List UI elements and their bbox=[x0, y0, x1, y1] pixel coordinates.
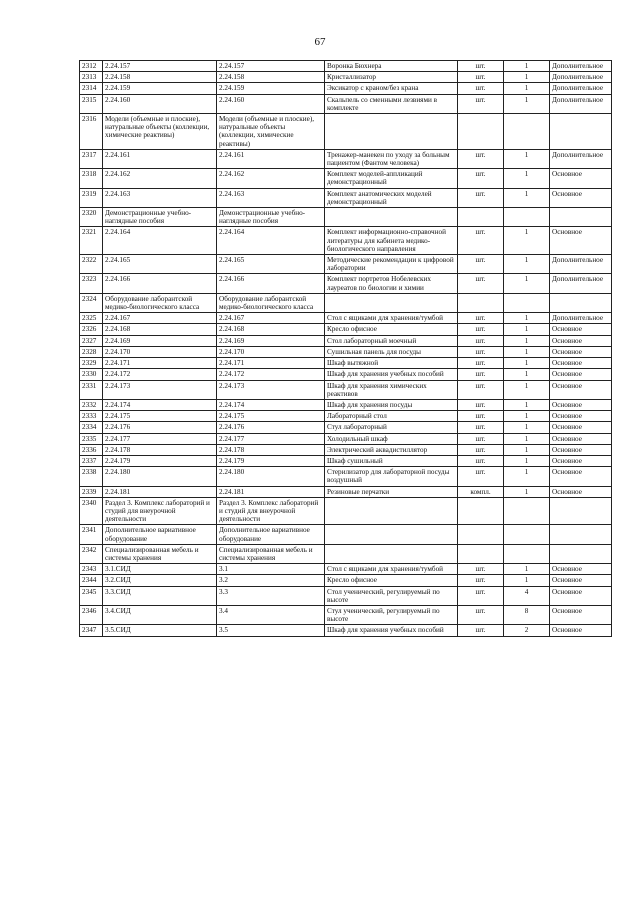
code-alt-cell: Демонстрационные учебно-наглядные пособия bbox=[217, 208, 325, 227]
code-cell: 2.24.170 bbox=[103, 346, 217, 357]
equipment-type-cell: Дополнительное bbox=[550, 83, 612, 94]
code-cell: Оборудование лаборантской медико-биологического класса bbox=[103, 293, 217, 312]
code-alt-cell: 2.24.175 bbox=[217, 411, 325, 422]
code-alt-cell: 2.24.171 bbox=[217, 358, 325, 369]
row-number-cell: 2345 bbox=[80, 586, 103, 605]
row-number-cell: 2327 bbox=[80, 335, 103, 346]
row-number-cell: 2314 bbox=[80, 83, 103, 94]
table-row bbox=[80, 564, 612, 575]
code-alt-cell: 2.24.163 bbox=[217, 188, 325, 207]
code-alt-cell: 2.24.178 bbox=[217, 444, 325, 455]
code-alt-cell: 2.24.158 bbox=[217, 72, 325, 83]
equipment-type-cell: Дополнительное bbox=[550, 94, 612, 113]
code-alt-cell: 3.4 bbox=[217, 605, 325, 624]
quantity-cell: 1 bbox=[504, 467, 550, 486]
equipment-type-cell: Дополнительное bbox=[550, 255, 612, 274]
quantity-cell: 1 bbox=[504, 455, 550, 466]
item-name-cell: Шкаф для хранения учебных пособий bbox=[325, 625, 458, 636]
table-row bbox=[80, 380, 612, 399]
table-row bbox=[80, 486, 612, 497]
item-name-cell: Шкаф для хранения учебных пособий bbox=[325, 369, 458, 380]
quantity-cell: 1 bbox=[504, 61, 550, 72]
table-row bbox=[80, 83, 612, 94]
table-row bbox=[80, 525, 612, 544]
row-number-cell: 2323 bbox=[80, 274, 103, 293]
unit-cell: шт. bbox=[458, 274, 504, 293]
code-cell: 2.24.168 bbox=[103, 324, 217, 335]
unit-cell: шт. bbox=[458, 335, 504, 346]
table-row bbox=[80, 169, 612, 188]
equipment-type-cell bbox=[550, 293, 612, 312]
unit-cell: шт. bbox=[458, 83, 504, 94]
table-row bbox=[80, 255, 612, 274]
code-cell: 3.4.СИД bbox=[103, 605, 217, 624]
code-cell: Модели (объемные и плоские), натуральные объекты (коллекции, химические реактивы) bbox=[103, 114, 217, 150]
item-name-cell: Скальпель со сменными лезвиями в комплекте bbox=[325, 94, 458, 113]
equipment-type-cell: Основное bbox=[550, 346, 612, 357]
table-row bbox=[80, 433, 612, 444]
item-name-cell bbox=[325, 544, 458, 563]
item-name-cell bbox=[325, 497, 458, 525]
quantity-cell bbox=[504, 114, 550, 150]
equipment-type-cell: Основное bbox=[550, 586, 612, 605]
unit-cell: шт. bbox=[458, 399, 504, 410]
table-row bbox=[80, 455, 612, 466]
unit-cell: шт. bbox=[458, 575, 504, 586]
quantity-cell: 1 bbox=[504, 274, 550, 293]
code-cell: 2.24.174 bbox=[103, 399, 217, 410]
code-alt-cell: 2.24.169 bbox=[217, 335, 325, 346]
row-number-cell: 2330 bbox=[80, 369, 103, 380]
row-number-cell: 2315 bbox=[80, 94, 103, 113]
code-cell: Раздел 3. Комплекс лабораторий и студий для внеурочной деятельности bbox=[103, 497, 217, 525]
table-row bbox=[80, 586, 612, 605]
quantity-cell: 8 bbox=[504, 605, 550, 624]
code-alt-cell: Модели (объемные и плоские), натуральные объекты (коллекции, химические реактивы) bbox=[217, 114, 325, 150]
unit-cell: шт. bbox=[458, 467, 504, 486]
code-alt-cell: 2.24.174 bbox=[217, 399, 325, 410]
unit-cell: шт. bbox=[458, 433, 504, 444]
table-row bbox=[80, 444, 612, 455]
quantity-cell: 1 bbox=[504, 188, 550, 207]
item-name-cell: Эксикатор с краном/без крана bbox=[325, 83, 458, 94]
quantity-cell bbox=[504, 544, 550, 563]
table-row bbox=[80, 497, 612, 525]
row-number-cell: 2328 bbox=[80, 346, 103, 357]
row-number-cell: 2341 bbox=[80, 525, 103, 544]
equipment-type-cell: Основное bbox=[550, 369, 612, 380]
table-row bbox=[80, 114, 612, 150]
quantity-cell: 1 bbox=[504, 411, 550, 422]
quantity-cell: 1 bbox=[504, 313, 550, 324]
quantity-cell bbox=[504, 208, 550, 227]
row-number-cell: 2338 bbox=[80, 467, 103, 486]
unit-cell: шт. bbox=[458, 188, 504, 207]
code-cell: 2.24.160 bbox=[103, 94, 217, 113]
code-cell: 2.24.180 bbox=[103, 467, 217, 486]
code-cell: 2.24.181 bbox=[103, 486, 217, 497]
row-number-cell: 2343 bbox=[80, 564, 103, 575]
unit-cell: шт. bbox=[458, 358, 504, 369]
item-name-cell: Шкаф сушильный bbox=[325, 455, 458, 466]
item-name-cell bbox=[325, 208, 458, 227]
unit-cell: шт. bbox=[458, 586, 504, 605]
unit-cell: шт. bbox=[458, 255, 504, 274]
code-cell: 2.24.175 bbox=[103, 411, 217, 422]
code-cell: 3.1.СИД bbox=[103, 564, 217, 575]
item-name-cell: Электрический аквадистиллятор bbox=[325, 444, 458, 455]
row-number-cell: 2346 bbox=[80, 605, 103, 624]
table-row bbox=[80, 227, 612, 255]
code-alt-cell: Раздел 3. Комплекс лабораторий и студий для внеурочной деятельности bbox=[217, 497, 325, 525]
code-cell: Дополнительное вариативное оборудование bbox=[103, 525, 217, 544]
unit-cell: шт. bbox=[458, 444, 504, 455]
item-name-cell: Шкаф для хранения посуды bbox=[325, 399, 458, 410]
code-cell: Специализированная мебель и системы хранения bbox=[103, 544, 217, 563]
row-number-cell: 2325 bbox=[80, 313, 103, 324]
quantity-cell: 1 bbox=[504, 335, 550, 346]
unit-cell: шт. bbox=[458, 324, 504, 335]
row-number-cell: 2319 bbox=[80, 188, 103, 207]
code-alt-cell: 2.24.168 bbox=[217, 324, 325, 335]
unit-cell: шт. bbox=[458, 227, 504, 255]
code-alt-cell: 2.24.170 bbox=[217, 346, 325, 357]
quantity-cell: 1 bbox=[504, 433, 550, 444]
item-name-cell: Стол с ящиками для хранения/тумбой bbox=[325, 564, 458, 575]
unit-cell bbox=[458, 293, 504, 312]
unit-cell: шт. bbox=[458, 346, 504, 357]
code-alt-cell: 2.24.157 bbox=[217, 61, 325, 72]
equipment-type-cell: Основное bbox=[550, 324, 612, 335]
item-name-cell: Шкаф вытяжной bbox=[325, 358, 458, 369]
table-row bbox=[80, 293, 612, 312]
unit-cell: шт. bbox=[458, 61, 504, 72]
unit-cell bbox=[458, 208, 504, 227]
code-alt-cell: 2.24.167 bbox=[217, 313, 325, 324]
unit-cell: компл. bbox=[458, 486, 504, 497]
code-cell: 2.24.158 bbox=[103, 72, 217, 83]
quantity-cell: 1 bbox=[504, 422, 550, 433]
quantity-cell: 1 bbox=[504, 94, 550, 113]
item-name-cell: Стул лабораторный bbox=[325, 422, 458, 433]
code-alt-cell: 2.24.179 bbox=[217, 455, 325, 466]
row-number-cell: 2347 bbox=[80, 625, 103, 636]
equipment-type-cell: Основное bbox=[550, 605, 612, 624]
table-row bbox=[80, 399, 612, 410]
equipment-type-cell bbox=[550, 497, 612, 525]
code-cell: 2.24.176 bbox=[103, 422, 217, 433]
quantity-cell bbox=[504, 293, 550, 312]
code-alt-cell: 2.24.160 bbox=[217, 94, 325, 113]
row-number-cell: 2337 bbox=[80, 455, 103, 466]
code-cell: 2.24.159 bbox=[103, 83, 217, 94]
item-name-cell bbox=[325, 114, 458, 150]
table-row bbox=[80, 149, 612, 168]
table-row bbox=[80, 369, 612, 380]
code-cell: 2.24.169 bbox=[103, 335, 217, 346]
code-alt-cell: 2.24.162 bbox=[217, 169, 325, 188]
quantity-cell: 1 bbox=[504, 380, 550, 399]
item-name-cell: Лабораторный стол bbox=[325, 411, 458, 422]
item-name-cell: Резиновые перчатки bbox=[325, 486, 458, 497]
unit-cell: шт. bbox=[458, 380, 504, 399]
quantity-cell: 1 bbox=[504, 444, 550, 455]
code-cell: 2.24.164 bbox=[103, 227, 217, 255]
equipment-type-cell: Основное bbox=[550, 411, 612, 422]
code-alt-cell: 2.24.176 bbox=[217, 422, 325, 433]
row-number-cell: 2339 bbox=[80, 486, 103, 497]
table-row bbox=[80, 544, 612, 563]
table-row bbox=[80, 346, 612, 357]
equipment-type-cell: Основное bbox=[550, 433, 612, 444]
table-row bbox=[80, 625, 612, 636]
code-alt-cell: 2.24.159 bbox=[217, 83, 325, 94]
quantity-cell: 1 bbox=[504, 358, 550, 369]
item-name-cell: Воронка Бюхнера bbox=[325, 61, 458, 72]
equipment-type-cell: Основное bbox=[550, 188, 612, 207]
unit-cell bbox=[458, 544, 504, 563]
equipment-type-cell: Дополнительное bbox=[550, 61, 612, 72]
item-name-cell: Комплект моделей-аппликаций демонстрационный bbox=[325, 169, 458, 188]
row-number-cell: 2316 bbox=[80, 114, 103, 150]
quantity-cell bbox=[504, 497, 550, 525]
table-row bbox=[80, 188, 612, 207]
code-cell: 2.24.163 bbox=[103, 188, 217, 207]
row-number-cell: 2340 bbox=[80, 497, 103, 525]
table-row bbox=[80, 411, 612, 422]
table-row bbox=[80, 313, 612, 324]
equipment-type-cell: Основное bbox=[550, 399, 612, 410]
quantity-cell: 1 bbox=[504, 399, 550, 410]
equipment-type-cell: Дополнительное bbox=[550, 72, 612, 83]
code-cell: 2.24.157 bbox=[103, 61, 217, 72]
table-row bbox=[80, 94, 612, 113]
page-number: 67 bbox=[314, 36, 326, 48]
table-body bbox=[80, 61, 612, 637]
row-number-cell: 2321 bbox=[80, 227, 103, 255]
item-name-cell: Стол лабораторный моечный bbox=[325, 335, 458, 346]
quantity-cell: 1 bbox=[504, 564, 550, 575]
code-alt-cell: 3.3 bbox=[217, 586, 325, 605]
unit-cell: шт. bbox=[458, 72, 504, 83]
quantity-cell: 1 bbox=[504, 83, 550, 94]
equipment-type-cell bbox=[550, 208, 612, 227]
code-alt-cell: 2.24.172 bbox=[217, 369, 325, 380]
unit-cell: шт. bbox=[458, 149, 504, 168]
row-number-cell: 2320 bbox=[80, 208, 103, 227]
equipment-type-cell: Дополнительное bbox=[550, 313, 612, 324]
quantity-cell: 1 bbox=[504, 72, 550, 83]
table-row bbox=[80, 575, 612, 586]
quantity-cell: 1 bbox=[504, 324, 550, 335]
equipment-type-cell bbox=[550, 544, 612, 563]
equipment-type-cell bbox=[550, 114, 612, 150]
equipment-type-cell: Основное bbox=[550, 486, 612, 497]
quantity-cell: 1 bbox=[504, 486, 550, 497]
code-alt-cell: 2.24.181 bbox=[217, 486, 325, 497]
row-number-cell: 2331 bbox=[80, 380, 103, 399]
item-name-cell: Холодильный шкаф bbox=[325, 433, 458, 444]
item-name-cell: Стол ученический, регулируемый по высоте bbox=[325, 586, 458, 605]
code-alt-cell: 3.2 bbox=[217, 575, 325, 586]
equipment-table bbox=[79, 60, 612, 637]
item-name-cell: Комплект анатомических моделей демонстрационный bbox=[325, 188, 458, 207]
row-number-cell: 2324 bbox=[80, 293, 103, 312]
quantity-cell: 1 bbox=[504, 346, 550, 357]
unit-cell: шт. bbox=[458, 169, 504, 188]
row-number-cell: 2313 bbox=[80, 72, 103, 83]
code-cell: 2.24.172 bbox=[103, 369, 217, 380]
row-number-cell: 2312 bbox=[80, 61, 103, 72]
item-name-cell: Кристаллизатор bbox=[325, 72, 458, 83]
code-alt-cell: 2.24.173 bbox=[217, 380, 325, 399]
unit-cell bbox=[458, 525, 504, 544]
table-row bbox=[80, 72, 612, 83]
equipment-type-cell: Дополнительное bbox=[550, 274, 612, 293]
code-cell: 2.24.177 bbox=[103, 433, 217, 444]
equipment-type-cell: Основное bbox=[550, 467, 612, 486]
row-number-cell: 2335 bbox=[80, 433, 103, 444]
code-alt-cell: 2.24.166 bbox=[217, 274, 325, 293]
code-cell: 2.24.166 bbox=[103, 274, 217, 293]
code-alt-cell: Оборудование лаборантской медико-биологического класса bbox=[217, 293, 325, 312]
unit-cell: шт. bbox=[458, 625, 504, 636]
code-alt-cell: 3.5 bbox=[217, 625, 325, 636]
code-alt-cell: 2.24.177 bbox=[217, 433, 325, 444]
quantity-cell: 4 bbox=[504, 586, 550, 605]
unit-cell: шт. bbox=[458, 422, 504, 433]
equipment-type-cell: Основное bbox=[550, 380, 612, 399]
table-row bbox=[80, 422, 612, 433]
code-cell: 3.3.СИД bbox=[103, 586, 217, 605]
equipment-type-cell: Основное bbox=[550, 169, 612, 188]
code-alt-cell: 3.1 bbox=[217, 564, 325, 575]
code-cell: 2.24.178 bbox=[103, 444, 217, 455]
item-name-cell bbox=[325, 293, 458, 312]
table-row bbox=[80, 335, 612, 346]
code-alt-cell: 2.24.161 bbox=[217, 149, 325, 168]
code-cell: 3.5.СИД bbox=[103, 625, 217, 636]
equipment-type-cell: Основное bbox=[550, 575, 612, 586]
item-name-cell: Кресло офисное bbox=[325, 324, 458, 335]
item-name-cell bbox=[325, 525, 458, 544]
table-row bbox=[80, 274, 612, 293]
table-row bbox=[80, 467, 612, 486]
row-number-cell: 2344 bbox=[80, 575, 103, 586]
item-name-cell: Тренажер-манекен по уходу за больным пациентом (Фантом человека) bbox=[325, 149, 458, 168]
equipment-type-cell: Основное bbox=[550, 422, 612, 433]
equipment-type-cell: Основное bbox=[550, 227, 612, 255]
equipment-type-cell: Дополнительное bbox=[550, 149, 612, 168]
quantity-cell: 1 bbox=[504, 149, 550, 168]
table-row bbox=[80, 358, 612, 369]
unit-cell: шт. bbox=[458, 411, 504, 422]
row-number-cell: 2334 bbox=[80, 422, 103, 433]
quantity-cell: 1 bbox=[504, 255, 550, 274]
item-name-cell: Стерилизатор для лабораторной посуды воздушный bbox=[325, 467, 458, 486]
unit-cell: шт. bbox=[458, 94, 504, 113]
code-cell: Демонстрационные учебно-наглядные пособия bbox=[103, 208, 217, 227]
item-name-cell: Методические рекомендации к цифровой лаборатории bbox=[325, 255, 458, 274]
equipment-type-cell: Основное bbox=[550, 358, 612, 369]
row-number-cell: 2342 bbox=[80, 544, 103, 563]
code-cell: 2.24.162 bbox=[103, 169, 217, 188]
row-number-cell: 2329 bbox=[80, 358, 103, 369]
table-row bbox=[80, 324, 612, 335]
row-number-cell: 2336 bbox=[80, 444, 103, 455]
row-number-cell: 2332 bbox=[80, 399, 103, 410]
equipment-type-cell: Основное bbox=[550, 335, 612, 346]
row-number-cell: 2333 bbox=[80, 411, 103, 422]
code-cell: 3.2.СИД bbox=[103, 575, 217, 586]
quantity-cell: 2 bbox=[504, 625, 550, 636]
code-cell: 2.24.173 bbox=[103, 380, 217, 399]
unit-cell: шт. bbox=[458, 605, 504, 624]
quantity-cell: 1 bbox=[504, 227, 550, 255]
row-number-cell: 2326 bbox=[80, 324, 103, 335]
equipment-type-cell: Основное bbox=[550, 444, 612, 455]
code-cell: 2.24.161 bbox=[103, 149, 217, 168]
code-cell: 2.24.165 bbox=[103, 255, 217, 274]
code-cell: 2.24.171 bbox=[103, 358, 217, 369]
row-number-cell: 2322 bbox=[80, 255, 103, 274]
unit-cell: шт. bbox=[458, 313, 504, 324]
code-alt-cell: 2.24.165 bbox=[217, 255, 325, 274]
item-name-cell: Сушильная панель для посуды bbox=[325, 346, 458, 357]
equipment-type-cell bbox=[550, 525, 612, 544]
unit-cell: шт. bbox=[458, 564, 504, 575]
equipment-type-cell: Основное bbox=[550, 455, 612, 466]
quantity-cell: 1 bbox=[504, 369, 550, 380]
quantity-cell: 1 bbox=[504, 575, 550, 586]
table-row bbox=[80, 61, 612, 72]
quantity-cell bbox=[504, 525, 550, 544]
equipment-type-cell: Основное bbox=[550, 564, 612, 575]
equipment-type-cell: Основное bbox=[550, 625, 612, 636]
code-alt-cell: Специализированная мебель и системы хранения bbox=[217, 544, 325, 563]
code-alt-cell: 2.24.164 bbox=[217, 227, 325, 255]
item-name-cell: Комплект портретов Нобелевских лауреатов по биологии и химии bbox=[325, 274, 458, 293]
code-alt-cell: Дополнительное вариативное оборудование bbox=[217, 525, 325, 544]
unit-cell: шт. bbox=[458, 369, 504, 380]
item-name-cell: Кресло офисное bbox=[325, 575, 458, 586]
table-row bbox=[80, 208, 612, 227]
code-alt-cell: 2.24.180 bbox=[217, 467, 325, 486]
unit-cell: шт. bbox=[458, 455, 504, 466]
item-name-cell: Стул ученический, регулируемый по высоте bbox=[325, 605, 458, 624]
code-cell: 2.24.179 bbox=[103, 455, 217, 466]
item-name-cell: Комплект информационно-справочной литературы для кабинета медико-биологического направления bbox=[325, 227, 458, 255]
unit-cell bbox=[458, 497, 504, 525]
table-row bbox=[80, 605, 612, 624]
code-cell: 2.24.167 bbox=[103, 313, 217, 324]
item-name-cell: Шкаф для хранения химических реактивов bbox=[325, 380, 458, 399]
unit-cell bbox=[458, 114, 504, 150]
quantity-cell: 1 bbox=[504, 169, 550, 188]
item-name-cell: Стол с ящиками для хранения/тумбой bbox=[325, 313, 458, 324]
row-number-cell: 2317 bbox=[80, 149, 103, 168]
row-number-cell: 2318 bbox=[80, 169, 103, 188]
